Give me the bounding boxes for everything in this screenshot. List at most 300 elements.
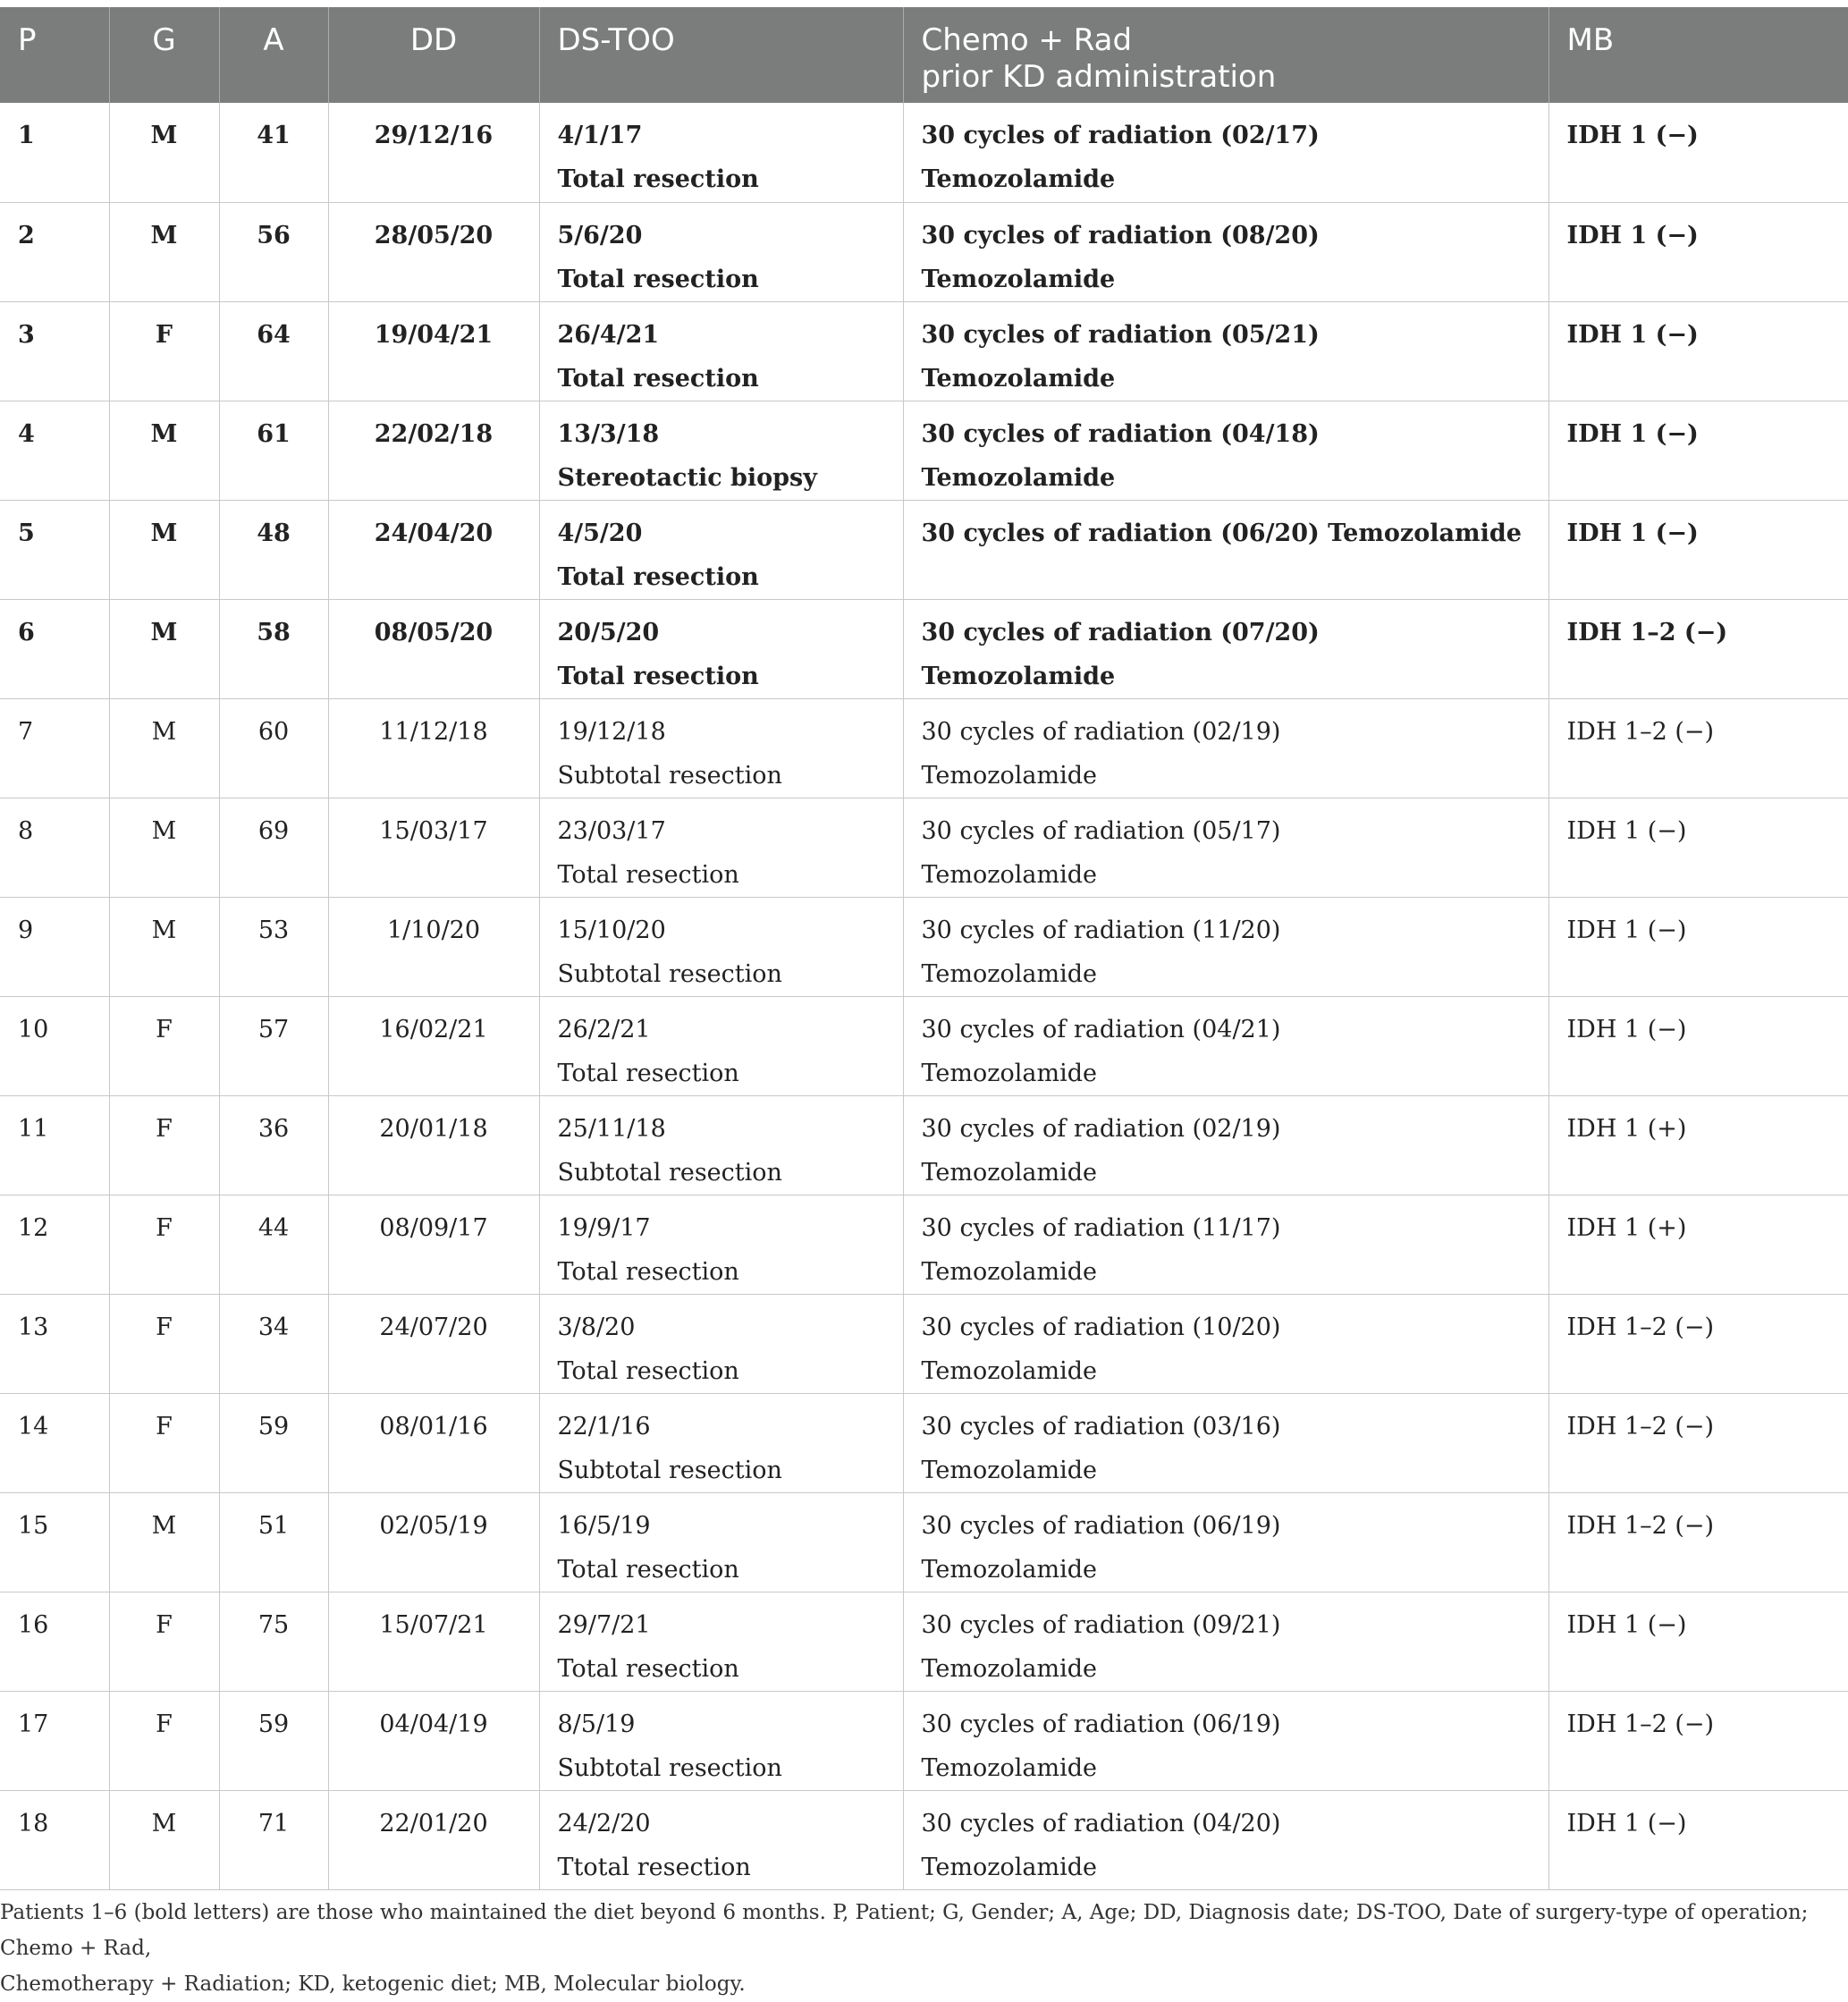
cell-molecular-biology — [1548, 103, 1848, 202]
cell-patient — [0, 1393, 109, 1492]
radiation-value: 30 cycles of radiation (07/20) — [921, 618, 1320, 646]
cell-age — [219, 1294, 328, 1393]
surgery-date-value: 25/11/18 — [557, 1114, 666, 1143]
cell-diagnosis-date — [328, 599, 539, 698]
operation-type-value: Subtotal resection — [557, 1456, 782, 1484]
cell-surgery — [539, 103, 903, 202]
radiation-value: 30 cycles of radiation (02/19) — [921, 1114, 1281, 1143]
gender-value: F — [156, 1313, 173, 1341]
cell-gender — [109, 301, 219, 401]
molecular-biology-value: IDH 1 (+) — [1566, 1114, 1687, 1143]
patient-number: 18 — [18, 1809, 49, 1837]
table-row — [0, 1393, 1848, 1492]
diagnosis-date-value: 16/02/21 — [379, 1015, 488, 1043]
diagnosis-date-value: 24/07/20 — [379, 1313, 488, 1341]
diagnosis-date-value: 20/01/18 — [379, 1114, 488, 1143]
cell-gender — [109, 1592, 219, 1691]
chemo-value: Temozolamide — [921, 1059, 1097, 1087]
molecular-biology-value: IDH 1–2 (−) — [1566, 1511, 1715, 1540]
chemo-value: Temozolamide — [921, 761, 1097, 790]
gender-value: F — [156, 1015, 173, 1043]
operation-type-value: Total resection — [557, 1555, 739, 1584]
cell-age — [219, 996, 328, 1095]
surgery-date-value: 26/4/21 — [557, 320, 660, 349]
cell-patient — [0, 401, 109, 500]
patient-table — [0, 7, 1848, 1890]
surgery-date-value: 29/7/21 — [557, 1610, 651, 1639]
chemo-value: Temozolamide — [921, 959, 1097, 988]
diagnosis-date-value: 08/01/16 — [379, 1412, 488, 1440]
cell-patient — [0, 599, 109, 698]
cell-patient — [0, 1195, 109, 1294]
age-value: 59 — [257, 1412, 290, 1440]
cell-patient — [0, 301, 109, 401]
diagnosis-date-value: 22/01/20 — [379, 1809, 488, 1837]
cell-molecular-biology — [1548, 1195, 1848, 1294]
molecular-biology-value: IDH 1 (−) — [1566, 816, 1687, 845]
cell-chemo-rad — [903, 798, 1548, 897]
operation-type-value: Subtotal resection — [557, 1158, 782, 1187]
table-row — [0, 1294, 1848, 1393]
age-value: 64 — [257, 320, 291, 349]
chemo-value: Temozolamide — [921, 463, 1116, 492]
header-diagnosis-date: DD — [328, 7, 539, 103]
gender-value: M — [150, 519, 178, 547]
cell-age — [219, 401, 328, 500]
cell-diagnosis-date — [328, 1790, 539, 1889]
header-chemo-rad-line2: prior KD administration — [921, 59, 1277, 95]
cell-molecular-biology — [1548, 1691, 1848, 1790]
molecular-biology-value: IDH 1–2 (−) — [1566, 1710, 1715, 1738]
cell-molecular-biology — [1548, 1492, 1848, 1592]
cell-gender — [109, 1691, 219, 1790]
cell-gender — [109, 500, 219, 599]
cell-diagnosis-date — [328, 1294, 539, 1393]
operation-type-value: Subtotal resection — [557, 761, 782, 790]
cell-molecular-biology — [1548, 897, 1848, 996]
surgery-date-value: 8/5/19 — [557, 1710, 636, 1738]
cell-age — [219, 202, 328, 301]
cell-patient — [0, 798, 109, 897]
cell-age — [219, 1095, 328, 1195]
radiation-value: 30 cycles of radiation (06/19) — [921, 1511, 1281, 1540]
radiation-value: 30 cycles of radiation (11/17) — [921, 1213, 1281, 1242]
radiation-value: 30 cycles of radiation (05/17) — [921, 816, 1281, 845]
molecular-biology-value: IDH 1 (−) — [1566, 419, 1699, 448]
cell-age — [219, 1592, 328, 1691]
cell-surgery — [539, 401, 903, 500]
chemo-value: Temozolamide — [921, 364, 1116, 393]
patient-number: 15 — [18, 1511, 49, 1540]
patient-table-container — [0, 7, 1848, 1890]
cell-patient — [0, 103, 109, 202]
radiation-value: 30 cycles of radiation (06/19) — [921, 1710, 1281, 1738]
cell-age — [219, 897, 328, 996]
cell-diagnosis-date — [328, 1393, 539, 1492]
molecular-biology-value: IDH 1 (−) — [1566, 320, 1699, 349]
gender-value: F — [156, 1412, 173, 1440]
radiation-value: 30 cycles of radiation (08/20) — [921, 221, 1320, 249]
surgery-date-value: 15/10/20 — [557, 916, 666, 944]
footnote-line2: Chemotherapy + Radiation; KD, ketogenic diet; MB, Molecular biology. — [0, 1972, 746, 1996]
chemo-value: Temozolamide — [921, 1356, 1097, 1385]
cell-surgery — [539, 301, 903, 401]
cell-molecular-biology — [1548, 698, 1848, 798]
table-row — [0, 301, 1848, 401]
gender-value: M — [150, 221, 178, 249]
molecular-biology-value: IDH 1 (−) — [1566, 1809, 1687, 1837]
surgery-date-value: 16/5/19 — [557, 1511, 651, 1540]
cell-chemo-rad — [903, 1592, 1548, 1691]
radiation-value: 30 cycles of radiation (05/21) — [921, 320, 1320, 349]
patient-number: 14 — [18, 1412, 49, 1440]
chemo-value: Temozolamide — [921, 265, 1116, 293]
patient-number: 3 — [18, 320, 35, 349]
operation-type-value: Total resection — [557, 1257, 739, 1286]
surgery-date-value: 19/9/17 — [557, 1213, 651, 1242]
gender-value: M — [151, 816, 177, 845]
table-row — [0, 500, 1848, 599]
molecular-biology-value: IDH 1 (−) — [1566, 1015, 1687, 1043]
radiation-value: 30 cycles of radiation (10/20) — [921, 1313, 1281, 1341]
cell-diagnosis-date — [328, 500, 539, 599]
age-value: 59 — [257, 1710, 290, 1738]
gender-value: F — [156, 1710, 173, 1738]
chemo-value: Temozolamide — [921, 1555, 1097, 1584]
cell-surgery — [539, 1790, 903, 1889]
cell-patient — [0, 1294, 109, 1393]
cell-patient — [0, 897, 109, 996]
surgery-date-value: 4/5/20 — [557, 519, 643, 547]
cell-surgery — [539, 1393, 903, 1492]
radiation-value: 30 cycles of radiation (11/20) — [921, 916, 1281, 944]
molecular-biology-value: IDH 1–2 (−) — [1566, 717, 1715, 746]
age-value: 61 — [257, 419, 291, 448]
cell-diagnosis-date — [328, 798, 539, 897]
cell-chemo-rad — [903, 996, 1548, 1095]
cell-chemo-rad — [903, 401, 1548, 500]
age-value: 56 — [257, 221, 291, 249]
operation-type-value: Total resection — [557, 1654, 739, 1683]
patient-number: 4 — [18, 419, 35, 448]
cell-age — [219, 1691, 328, 1790]
chemo-value: Temozolamide — [921, 1654, 1097, 1683]
chemo-value: Temozolamide — [921, 1753, 1097, 1782]
radiation-value: 30 cycles of radiation (06/20) Temozolamide — [921, 519, 1522, 547]
molecular-biology-value: IDH 1 (−) — [1566, 519, 1699, 547]
cell-gender — [109, 202, 219, 301]
radiation-value: 30 cycles of radiation (02/19) — [921, 717, 1281, 746]
cell-diagnosis-date — [328, 103, 539, 202]
age-value: 36 — [257, 1114, 290, 1143]
header-gender: G — [109, 7, 219, 103]
table-row — [0, 1492, 1848, 1592]
cell-molecular-biology — [1548, 401, 1848, 500]
diagnosis-date-value: 02/05/19 — [379, 1511, 488, 1540]
cell-gender — [109, 1294, 219, 1393]
molecular-biology-value: IDH 1 (−) — [1566, 221, 1699, 249]
patient-number: 11 — [18, 1114, 49, 1143]
header-row — [0, 7, 1848, 103]
cell-molecular-biology — [1548, 1095, 1848, 1195]
cell-age — [219, 103, 328, 202]
cell-diagnosis-date — [328, 698, 539, 798]
cell-age — [219, 599, 328, 698]
cell-chemo-rad — [903, 1691, 1548, 1790]
gender-value: F — [156, 1610, 173, 1639]
radiation-value: 30 cycles of radiation (02/17) — [921, 122, 1320, 149]
surgery-date-value: 5/6/20 — [557, 221, 643, 249]
patient-number: 7 — [18, 717, 34, 746]
operation-type-value: Total resection — [557, 662, 759, 690]
gender-value: M — [150, 122, 178, 149]
header-molecular-biology: MB — [1548, 7, 1848, 103]
cell-gender — [109, 1492, 219, 1592]
cell-surgery — [539, 1294, 903, 1393]
cell-surgery — [539, 599, 903, 698]
cell-molecular-biology — [1548, 599, 1848, 698]
cell-gender — [109, 401, 219, 500]
cell-patient — [0, 202, 109, 301]
cell-patient — [0, 1095, 109, 1195]
table-footnote — [0, 1895, 1842, 2002]
cell-chemo-rad — [903, 1195, 1548, 1294]
cell-diagnosis-date — [328, 897, 539, 996]
cell-surgery — [539, 1592, 903, 1691]
age-value: 71 — [257, 1809, 290, 1837]
chemo-value: Temozolamide — [921, 1853, 1097, 1881]
cell-surgery — [539, 500, 903, 599]
cell-age — [219, 1492, 328, 1592]
cell-gender — [109, 1195, 219, 1294]
patient-number: 10 — [18, 1015, 49, 1043]
cell-age — [219, 301, 328, 401]
diagnosis-date-value: 22/02/18 — [374, 419, 494, 448]
cell-molecular-biology — [1548, 1592, 1848, 1691]
age-value: 58 — [257, 618, 291, 646]
cell-age — [219, 1393, 328, 1492]
table-row — [0, 698, 1848, 798]
cell-diagnosis-date — [328, 1492, 539, 1592]
molecular-biology-value: IDH 1 (+) — [1566, 1213, 1687, 1242]
diagnosis-date-value: 11/12/18 — [379, 717, 488, 746]
chemo-value: Temozolamide — [921, 1456, 1097, 1484]
molecular-biology-value: IDH 1–2 (−) — [1566, 1412, 1715, 1440]
cell-patient — [0, 1790, 109, 1889]
cell-surgery — [539, 698, 903, 798]
cell-gender — [109, 599, 219, 698]
operation-type-value: Total resection — [557, 562, 759, 591]
gender-value: M — [151, 1511, 177, 1540]
cell-patient — [0, 500, 109, 599]
table-row — [0, 1592, 1848, 1691]
cell-surgery — [539, 1691, 903, 1790]
cell-gender — [109, 798, 219, 897]
table-row — [0, 798, 1848, 897]
gender-value: M — [151, 1809, 177, 1837]
cell-age — [219, 698, 328, 798]
cell-chemo-rad — [903, 500, 1548, 599]
operation-type-value: Subtotal resection — [557, 959, 782, 988]
cell-diagnosis-date — [328, 301, 539, 401]
cell-surgery — [539, 996, 903, 1095]
cell-molecular-biology — [1548, 301, 1848, 401]
operation-type-value: Total resection — [557, 1356, 739, 1385]
cell-diagnosis-date — [328, 202, 539, 301]
surgery-date-value: 24/2/20 — [557, 1809, 651, 1837]
cell-surgery — [539, 202, 903, 301]
molecular-biology-value: IDH 1–2 (−) — [1566, 1313, 1715, 1341]
age-value: 44 — [257, 1213, 290, 1242]
cell-chemo-rad — [903, 202, 1548, 301]
chemo-value: Temozolamide — [921, 860, 1097, 889]
age-value: 60 — [257, 717, 290, 746]
table-row — [0, 1095, 1848, 1195]
table-row — [0, 202, 1848, 301]
cell-chemo-rad — [903, 103, 1548, 202]
cell-surgery — [539, 1195, 903, 1294]
operation-type-value: Total resection — [557, 165, 759, 193]
header-surgery: DS-TOO — [539, 7, 903, 103]
age-value: 57 — [257, 1015, 290, 1043]
footnote-line1: Patients 1–6 (bold letters) are those who maintained the diet beyond 6 months. P, Patient; G, Gender; A, Age; DD, Diagnosis date; DS-TOO, Date of surgery-type of operation; Chemo + Rad, — [0, 1901, 1809, 1960]
cell-gender — [109, 1790, 219, 1889]
patient-number: 9 — [18, 916, 34, 944]
gender-value: M — [150, 618, 178, 646]
surgery-date-value: 20/5/20 — [557, 618, 660, 646]
cell-molecular-biology — [1548, 996, 1848, 1095]
table-row — [0, 996, 1848, 1095]
cell-chemo-rad — [903, 1790, 1548, 1889]
cell-chemo-rad — [903, 599, 1548, 698]
cell-age — [219, 1790, 328, 1889]
diagnosis-date-value: 15/07/21 — [379, 1610, 488, 1639]
operation-type-value: Ttotal resection — [557, 1853, 751, 1881]
age-value: 69 — [257, 816, 290, 845]
cell-age — [219, 1195, 328, 1294]
patient-number: 13 — [18, 1313, 49, 1341]
table-row — [0, 1691, 1848, 1790]
cell-chemo-rad — [903, 1294, 1548, 1393]
diagnosis-date-value: 04/04/19 — [379, 1710, 488, 1738]
cell-chemo-rad — [903, 1095, 1548, 1195]
radiation-value: 30 cycles of radiation (04/20) — [921, 1809, 1281, 1837]
diagnosis-date-value: 19/04/21 — [374, 320, 494, 349]
operation-type-value: Total resection — [557, 1059, 739, 1087]
cell-molecular-biology — [1548, 1393, 1848, 1492]
cell-patient — [0, 1492, 109, 1592]
cell-molecular-biology — [1548, 202, 1848, 301]
cell-surgery — [539, 798, 903, 897]
table-row — [0, 1195, 1848, 1294]
cell-age — [219, 798, 328, 897]
cell-patient — [0, 698, 109, 798]
radiation-value: 30 cycles of radiation (09/21) — [921, 1610, 1281, 1639]
operation-type-value: Total resection — [557, 860, 739, 889]
molecular-biology-value: IDH 1–2 (−) — [1566, 618, 1728, 646]
cell-surgery — [539, 897, 903, 996]
cell-patient — [0, 1691, 109, 1790]
cell-chemo-rad — [903, 1492, 1548, 1592]
table-row — [0, 401, 1848, 500]
gender-value: M — [151, 916, 177, 944]
cell-gender — [109, 698, 219, 798]
patient-number: 12 — [18, 1213, 49, 1242]
diagnosis-date-value: 1/10/20 — [386, 916, 481, 944]
diagnosis-date-value: 28/05/20 — [374, 221, 494, 249]
molecular-biology-value: IDH 1 (−) — [1566, 122, 1699, 149]
molecular-biology-value: IDH 1 (−) — [1566, 916, 1687, 944]
cell-patient — [0, 996, 109, 1095]
diagnosis-date-value: 24/04/20 — [374, 519, 494, 547]
operation-type-value: Total resection — [557, 364, 759, 393]
header-chemo-rad — [903, 7, 1548, 103]
diagnosis-date-value: 15/03/17 — [379, 816, 488, 845]
surgery-date-value: 19/12/18 — [557, 717, 666, 746]
surgery-date-value: 4/1/17 — [557, 122, 643, 149]
chemo-value: Temozolamide — [921, 165, 1116, 193]
age-value: 75 — [257, 1610, 290, 1639]
table-row — [0, 1790, 1848, 1889]
table-row — [0, 103, 1848, 202]
cell-molecular-biology — [1548, 798, 1848, 897]
cell-molecular-biology — [1548, 500, 1848, 599]
header-age: A — [219, 7, 328, 103]
patient-number: 6 — [18, 618, 35, 646]
cell-diagnosis-date — [328, 401, 539, 500]
diagnosis-date-value: 08/09/17 — [379, 1213, 488, 1242]
surgery-date-value: 3/8/20 — [557, 1313, 636, 1341]
patient-number: 16 — [18, 1610, 49, 1639]
cell-gender — [109, 897, 219, 996]
cell-diagnosis-date — [328, 1095, 539, 1195]
surgery-date-value: 13/3/18 — [557, 419, 660, 448]
gender-value: M — [150, 419, 178, 448]
patient-number: 1 — [18, 122, 35, 149]
cell-gender — [109, 1393, 219, 1492]
patient-number: 2 — [18, 221, 35, 249]
diagnosis-date-value: 08/05/20 — [374, 618, 494, 646]
table-row — [0, 897, 1848, 996]
cell-diagnosis-date — [328, 996, 539, 1095]
radiation-value: 30 cycles of radiation (04/21) — [921, 1015, 1281, 1043]
operation-type-value: Subtotal resection — [557, 1753, 782, 1782]
cell-gender — [109, 103, 219, 202]
gender-value: M — [151, 717, 177, 746]
chemo-value: Temozolamide — [921, 662, 1116, 690]
cell-surgery — [539, 1095, 903, 1195]
cell-diagnosis-date — [328, 1592, 539, 1691]
surgery-date-value: 22/1/16 — [557, 1412, 651, 1440]
surgery-date-value: 26/2/21 — [557, 1015, 651, 1043]
age-value: 48 — [257, 519, 291, 547]
cell-chemo-rad — [903, 698, 1548, 798]
cell-patient — [0, 1592, 109, 1691]
patient-number: 5 — [18, 519, 35, 547]
gender-value: F — [155, 320, 173, 349]
header-patient: P — [0, 7, 109, 103]
molecular-biology-value: IDH 1 (−) — [1566, 1610, 1687, 1639]
cell-molecular-biology — [1548, 1294, 1848, 1393]
chemo-value: Temozolamide — [921, 1257, 1097, 1286]
cell-gender — [109, 996, 219, 1095]
cell-surgery — [539, 1492, 903, 1592]
cell-diagnosis-date — [328, 1195, 539, 1294]
cell-molecular-biology — [1548, 1790, 1848, 1889]
patient-number: 8 — [18, 816, 34, 845]
cell-age — [219, 500, 328, 599]
age-value: 34 — [257, 1313, 290, 1341]
